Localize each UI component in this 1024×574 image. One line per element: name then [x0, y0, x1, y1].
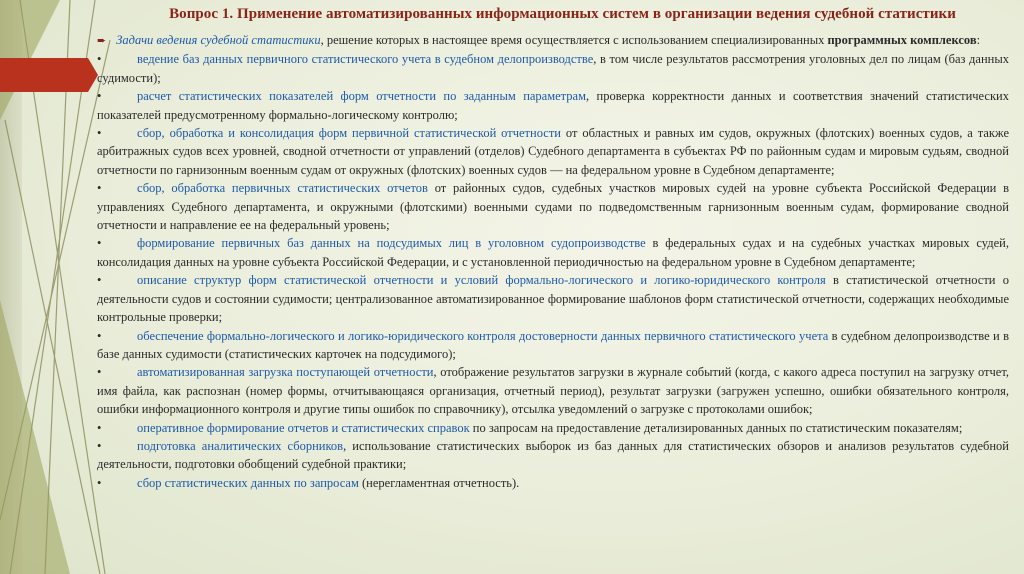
list-item-term: сбор статистических данных по запросам — [137, 475, 359, 490]
list-item-term: описание структур форм статистической отчетности и условий формально-логического и логико-юридического контроля — [137, 273, 826, 288]
bullet-icon: • — [97, 52, 102, 67]
list-item-term: обеспечение формально-логического и логико-юридического контроля достоверности данных первичного статистического учета — [137, 328, 829, 343]
list-item — [97, 271, 1009, 326]
intro-term: Задачи ведения судебной статистики — [116, 33, 321, 47]
bullet-icon: • — [97, 328, 102, 343]
list-item-term: автоматизированная загрузка поступающей отчетности — [137, 365, 434, 380]
list-item — [97, 179, 1009, 234]
list-item-text: , проверка корректности данных и соответствия значений статистических показателей предусмотренному формально-логическому контролю; — [97, 89, 1009, 122]
list-item-text: в федеральных судах и на судебных участках мировых судей, консолидация данных на уровне субъекта Российской Федерации, и с установленной периодичностью на федеральном уровне в Судебном департаменте; — [97, 236, 1009, 269]
intro-tail: : — [976, 33, 981, 47]
content-block — [97, 31, 1009, 492]
list-item-term: расчет статистических показателей форм отчетности по заданным параметрам — [137, 89, 587, 104]
list-item-text: (нерегламентная отчетность). — [358, 475, 520, 490]
list-item — [97, 327, 1009, 364]
list-item-term: сбор, обработка первичных статистических отчетов — [137, 181, 428, 196]
intro-paragraph — [97, 31, 1009, 50]
list-item-text: от областных и равных им судов, окружных (флотских) военных судов, а также арбитражных судов всех уровней, сводной отчетности от управлений (отделов) Судебного департамента в субъектах РФ по районным судам и мировым судьям, сводной отчетности по гарнизонным военным судам от окружных (флотских) военных судов — на федеральном уровне в Судебном департаменте; — [97, 126, 1009, 177]
list-item — [97, 474, 1009, 492]
list-item — [97, 234, 1009, 271]
list-item-term: подготовка аналитических сборников — [137, 438, 344, 453]
list-item — [97, 437, 1009, 474]
bullet-icon: • — [97, 438, 102, 453]
list-item-term: сбор, обработка и консолидация форм первичной статистической отчетности — [137, 126, 561, 141]
red-arrow-shape — [0, 58, 98, 92]
arrow-bullet-icon: ➨ — [97, 35, 107, 47]
list-item-term: формирование первичных баз данных на подсудимых лиц в уголовном судопроизводстве — [137, 236, 646, 251]
bullet-icon: • — [97, 89, 102, 104]
list-item — [97, 87, 1009, 124]
intro-text: , решение которых в настоящее время осуществляется с использованием специализированных — [320, 33, 828, 47]
list-item — [97, 124, 1009, 179]
page-title: Вопрос 1. Применение автоматизированных информационных систем в организации ведения судебной статистики — [169, 6, 956, 22]
list-item-text: , в том числе результатов рассмотрения уголовных дел по лицам (баз данных судимости); — [97, 52, 1009, 85]
list-item — [97, 419, 1009, 437]
list-item-text: , отображение результатов загрузки в журнале событий (когда, с какого адреса поступил на загрузку отчет, имя файла, как распознан (номер формы, отчитывающаяся организация, отчетный период), результат загрузки (загружен успешно, ошибки обязательного контроля, ошибки информационного контроля и другие типы ошибок по справочнику), отсылка уведомлений о загрузке с протоколами ошибок; — [97, 365, 1009, 417]
intro-bold: программных комплексов — [827, 33, 977, 47]
bullet-icon: • — [97, 181, 102, 196]
list-item-text: , использование статистических выборок из баз данных для статистических обзоров и анализов результатов судебной деятельности, подготовки обобщений судебной практики; — [97, 438, 1009, 472]
list-item-term: оперативное формирование отчетов и статистических справок — [137, 420, 470, 435]
list-item — [97, 363, 1009, 418]
bullet-icon: • — [97, 420, 102, 435]
bullet-icon: • — [97, 126, 102, 141]
list-item-text: в статистической отчетности о деятельности судов и состоянии судимости; централизованное автоматизированное формирование шаблонов форм статистической отчетности, содержащих необходимые контрольные проверки; — [97, 273, 1009, 325]
bullet-icon: • — [97, 236, 102, 251]
bullet-list — [97, 50, 1009, 492]
list-item-text: в судебном делопроизводстве и в базе данных судимости (статистических карточек на подсудимого); — [97, 328, 1010, 361]
list-item-text: по запросам на предоставление детализированных данных по статистическим показателям; — [469, 420, 963, 435]
bullet-icon: • — [97, 365, 102, 380]
bullet-icon: • — [97, 475, 102, 490]
list-item-term: ведение баз данных первичного статистического учета в судебном делопроизводстве — [137, 52, 594, 67]
list-item — [97, 50, 1009, 87]
list-item-text: от районных судов, судебных участков мировых судей на уровне субъекта Российской Федерации в управлениях Судебного департамента, и окружными (флотскими) военными судами по подведомственным гарнизонным военным судам, формирование сводной отчетности и направление ее на федеральный уровень; — [97, 181, 1010, 233]
bullet-icon: • — [97, 273, 102, 288]
